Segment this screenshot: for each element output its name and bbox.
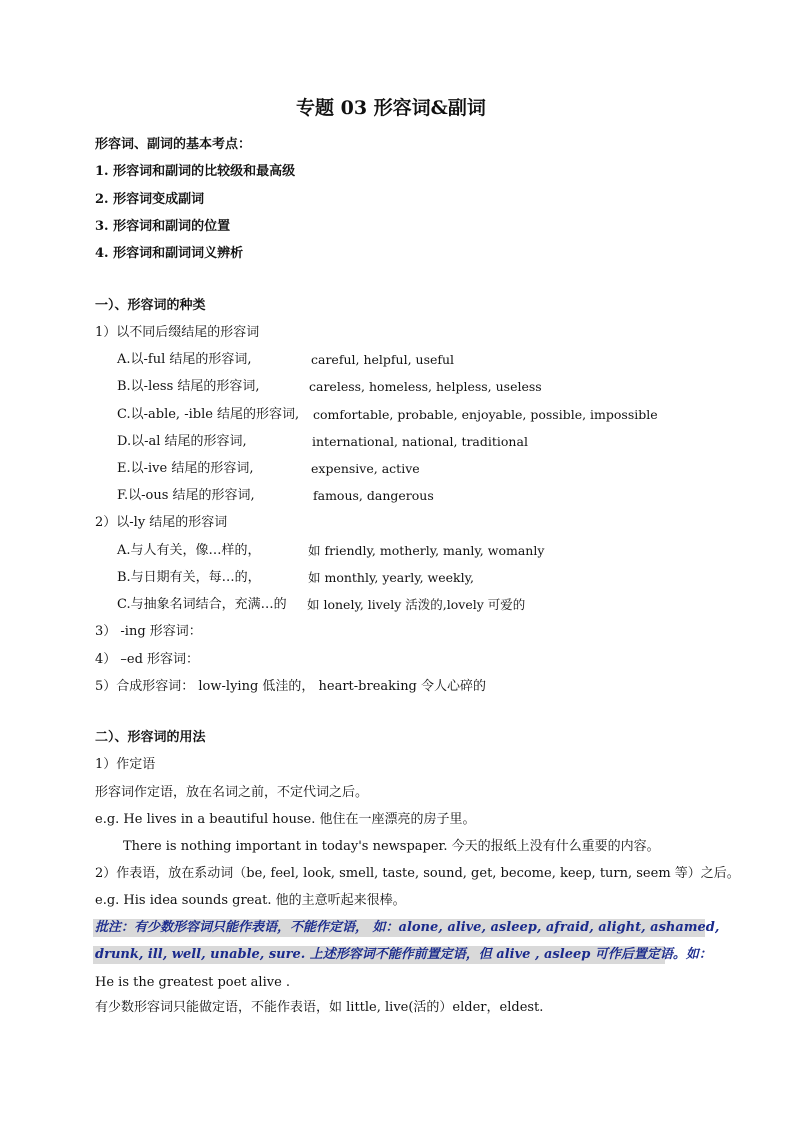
suffix-row-examples: international, national, traditional [312, 434, 528, 449]
section-1-sub-1: 1）以不同后缀结尾的形容词 [95, 325, 260, 340]
suffix-row-label: A.以-ful 结尾的形容词, [117, 352, 252, 367]
key-point-3: 3. 形容词和副词的位置 [95, 219, 231, 234]
section-2-desc-2: 有少数形容词只能做定语，不能作表语，如 little, live(活的）elder，eldest. [95, 1000, 544, 1015]
suffix-row-label: C.以-able, -ible 结尾的形容词, [117, 407, 300, 422]
annotation-note-line-2: drunk, ill, well, unable, sure. 上述形容词不能作前置定语，但 alive , asleep 可作后置定语。如： [95, 947, 712, 962]
suffix-row-examples: careless, homeless, helpless, useless [309, 379, 542, 394]
section-1-sub-3: 3） -ing 形容词： [95, 624, 202, 639]
example-1: e.g. He lives in a beautiful house. 他住在一座漂亮的房子里。 [95, 812, 476, 827]
section-2-sub-1: 1）作定语 [95, 757, 156, 772]
suffix-row-examples: expensive, active [311, 461, 420, 476]
section-1-sub-2: 2）以-ly 结尾的形容词 [95, 515, 228, 530]
suffix-row-label: F.以-ous 结尾的形容词, [117, 488, 255, 503]
annotation-note-line-1: 批注：有少数形容词只能作表语，不能作定语， 如：alone, alive, asleep, afraid, alight, ashamed, [95, 920, 720, 935]
key-point-1: 1. 形容词和副词的比较级和最高级 [95, 164, 296, 179]
ly-row-examples: 如 monthly, yearly, weekly, [308, 570, 474, 585]
suffix-row-label: E.以-ive 结尾的形容词, [117, 461, 254, 476]
ly-row-label: A.与人有关，像…样的， [117, 543, 261, 558]
example-3: He is the greatest poet alive . [95, 975, 291, 990]
section-1-sub-4: 4） –ed 形容词： [95, 652, 200, 667]
suffix-row-label: B.以-less 结尾的形容词, [117, 379, 260, 394]
intro-heading: 形容词、副词的基本考点： [95, 137, 252, 152]
ly-row-label: C.与抽象名词结合，充满…的 [117, 597, 287, 612]
page-title: 专题 03 形容词&副词 [296, 97, 486, 119]
suffix-row-label: D.以-al 结尾的形容词, [117, 434, 247, 449]
key-point-4: 4. 形容词和副词词义辨析 [95, 246, 244, 261]
section-2-heading: 二）、形容词的用法 [95, 730, 206, 745]
example-2: e.g. His idea sounds great. 他的主意听起来很棒。 [95, 893, 406, 908]
ly-row-label: B.与日期有关，每…的， [117, 570, 261, 585]
ly-row-examples: 如 lonely, lively 活泼的,lovely 可爱的 [307, 597, 526, 612]
key-point-2: 2. 形容词变成副词 [95, 192, 205, 207]
suffix-row-examples: comfortable, probable, enjoyable, possible, impossible [313, 407, 658, 422]
section-2-desc-1: 形容词作定语，放在名词之前，不定代词之后。 [95, 785, 369, 800]
suffix-row-examples: careful, helpful, useful [311, 352, 455, 367]
section-2-sub-2: 2）作表语，放在系动词（be, feel, look, smell, taste, sound, get, become, keep, turn, seem 等）之后。 [95, 866, 740, 881]
suffix-row-examples: famous, dangerous [313, 488, 434, 503]
section-1-heading: 一）、形容词的种类 [95, 298, 206, 313]
example-1b: There is nothing important in today's newspaper. 今天的报纸上没有什么重要的内容。 [123, 839, 660, 854]
ly-row-examples: 如 friendly, motherly, manly, womanly [308, 543, 545, 558]
section-1-sub-5: 5）合成形容词： low-lying 低洼的， heart-breaking 令人心碎的 [95, 679, 487, 694]
